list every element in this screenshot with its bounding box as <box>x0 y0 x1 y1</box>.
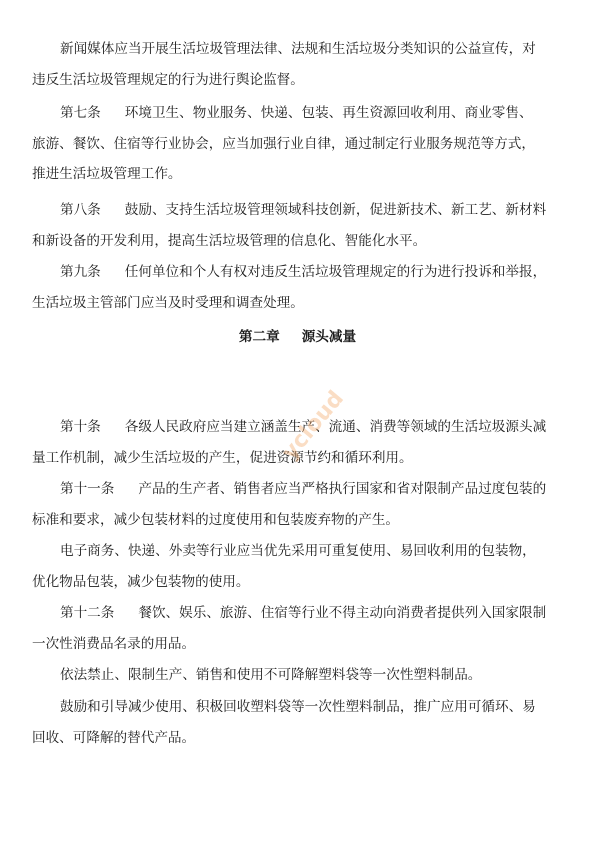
paragraph-line: 电子商务、快递、外卖等行业应当优先采用可重复使用、易回收利用的包装物， <box>60 543 536 559</box>
paragraph-plastic-ban <box>60 660 560 691</box>
paragraph-line: 生活垃圾主管部门应当及时受理和调查处理。 <box>32 294 304 311</box>
paragraph-line: 鼓励、支持生活垃圾管理领域科技创新，促进新技术、新工艺、新材料 <box>124 202 547 218</box>
article-number: 第十一条 <box>60 481 115 497</box>
paragraph-line: 量工作机制，减少生活垃圾的产生，促进资源节约和循环利用。 <box>32 449 413 466</box>
paragraph-line: 违反生活垃圾管理规定的行为进行舆论监督。 <box>32 71 304 88</box>
article-number: 第十二条 <box>60 605 115 621</box>
watermark-logo: ycloud <box>277 386 349 465</box>
paragraph-line: 标准和要求，减少包装材料的过度使用和包装废弃物的产生。 <box>32 511 400 528</box>
chapter-number: 第二章 <box>238 329 280 345</box>
paragraph-line: 优化物品包装，减少包装物的使用。 <box>32 573 250 590</box>
paragraph-line: 新闻媒体应当开展生活垃圾管理法律、法规和生活垃圾分类知识的公益宣传，对 <box>60 41 536 57</box>
paragraph-ecommerce-packaging <box>32 536 560 597</box>
paragraph-line: 旅游、餐饮、住宿等行业协会，应当加强行业自律，通过制定行业服务规范等方式， <box>32 135 535 152</box>
paragraph-line: 和新设备的开发利用，提高生活垃圾管理的信息化、智能化水平。 <box>32 232 427 249</box>
article-number: 第八条 <box>60 202 101 218</box>
article-number: 第九条 <box>60 264 101 280</box>
paragraph-line: 鼓励和引导减少使用、积极回收塑料袋等一次性塑料制品，推广应用可循环、易 <box>60 699 536 715</box>
paragraph-line: 依法禁止、限制生产、销售和使用不可降解塑料袋等一次性塑料制品。 <box>60 667 482 683</box>
article-7 <box>32 98 560 190</box>
paragraph-line: 餐饮、娱乐、旅游、住宿等行业不得主动向消费者提供列入国家限制 <box>138 605 547 621</box>
article-number: 第十条 <box>60 419 101 435</box>
paragraph-media-publicity <box>32 34 560 95</box>
paragraph-line: 一次性消费品名录的用品。 <box>32 635 196 652</box>
paragraph-plastic-alternatives <box>32 692 560 753</box>
chapter-title: 源头减量 <box>301 329 357 345</box>
article-10 <box>32 412 560 473</box>
paragraph-line: 任何单位和个人有权对违反生活垃圾管理规定的行为进行投诉和举报， <box>124 264 547 280</box>
paragraph-line: 推进生活垃圾管理工作。 <box>32 166 182 182</box>
article-number: 第七条 <box>60 105 101 121</box>
article-8 <box>32 195 560 256</box>
paragraph-line: 回收、可降解的替代产品。 <box>32 729 196 746</box>
paragraph-line: 各级人民政府应当建立涵盖生产、流通、消费等领域的生活垃圾源头减 <box>124 419 547 435</box>
article-9 <box>32 257 560 318</box>
paragraph-line: 环境卫生、物业服务、快递、包装、再生资源回收利用、商业零售、 <box>124 105 533 121</box>
chapter-heading <box>0 322 595 352</box>
article-11 <box>32 474 560 535</box>
article-12 <box>32 598 560 659</box>
paragraph-line: 产品的生产者、销售者应当严格执行国家和省对限制产品过度包装的 <box>138 481 547 497</box>
